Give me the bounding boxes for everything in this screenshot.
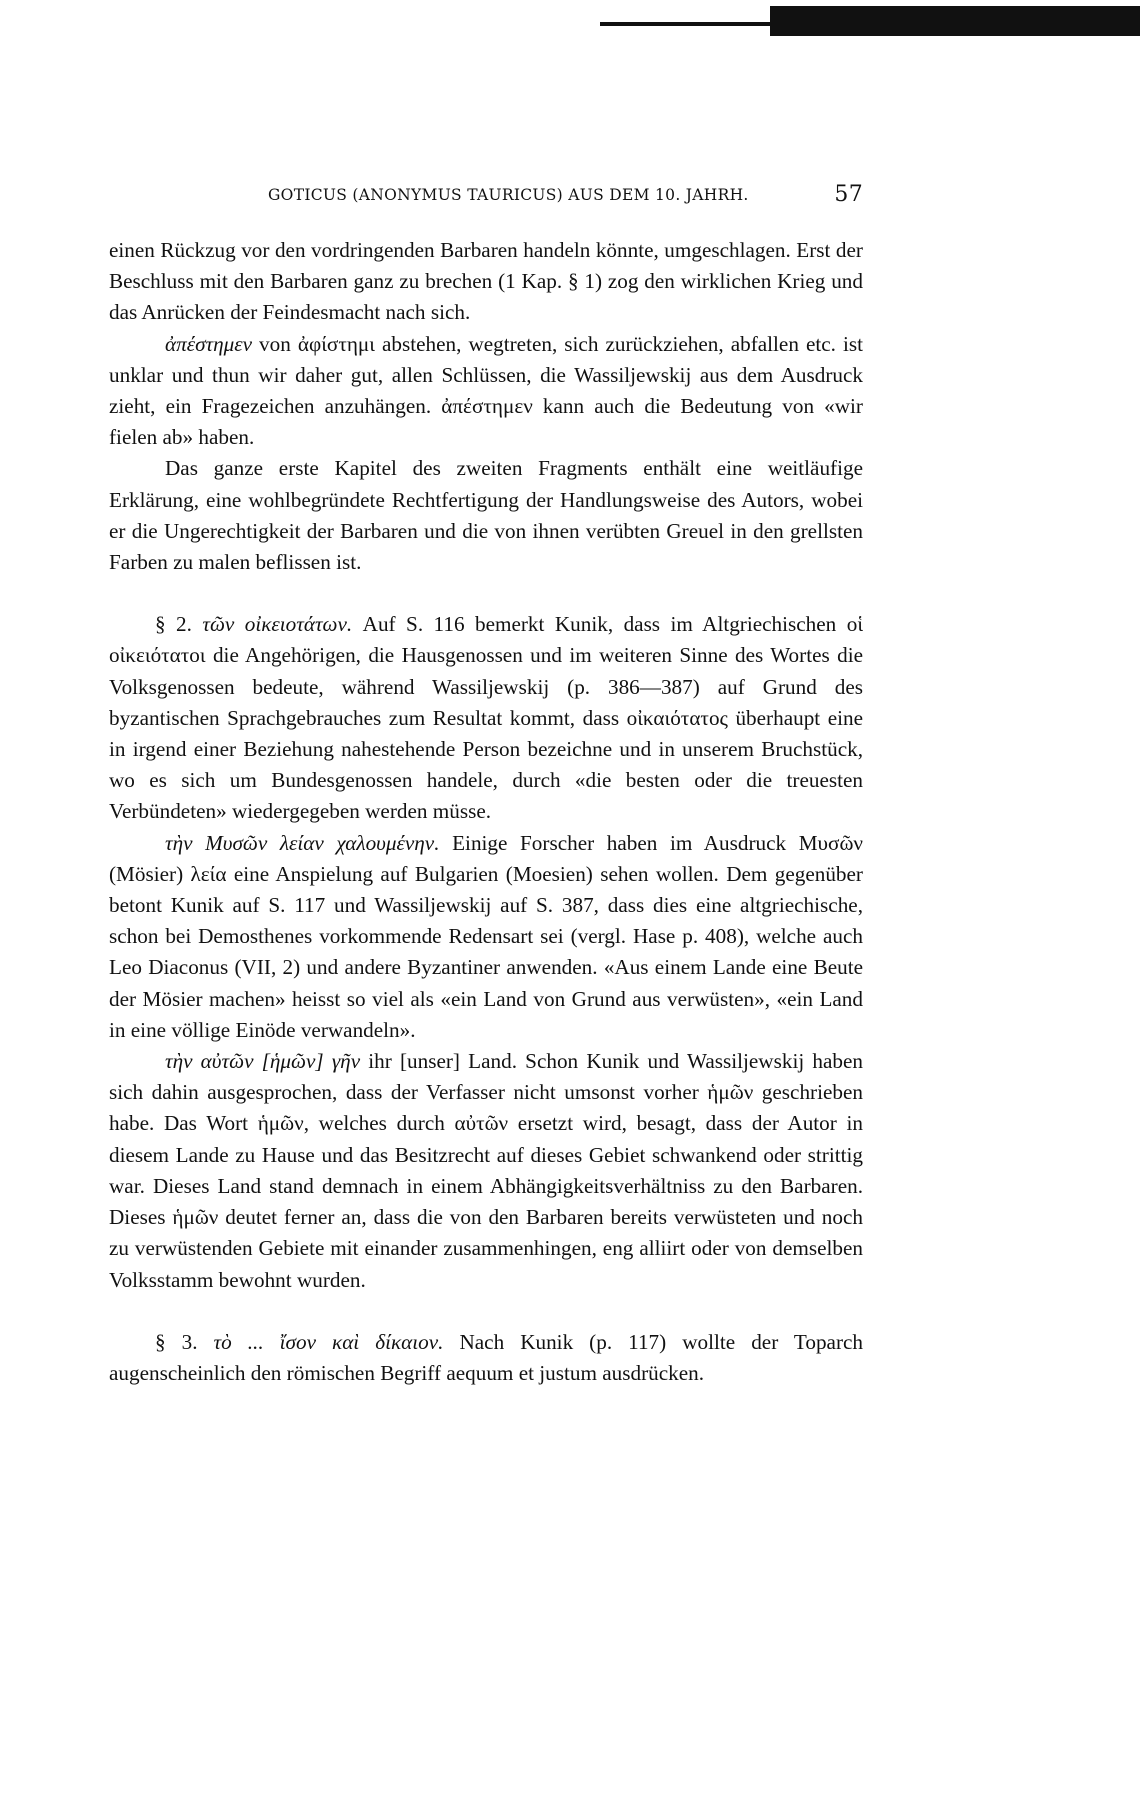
section-2-text: Auf S. 116 bemerkt Kunik, dass im Altgriechischen οἱ οἰκειότατοι die Angehörigen, die Hausgenossen und im weiteren Sinne des Wortes die Volksgenossen bedeute, während Wassiljewskij (p. 386—387) auf Grund des byzantischen Sprachgebrauches zum Resultat kommt, dass οἰκαιότατος überhaupt eine in irgend einer Beziehung nahestehende Person bezeichne und in unserem Bruchstück, wo es sich um Bundesgenossen handele, durch «die besten oder die treuesten Verbündeten» wiedergegeben werden müsse. [109, 612, 864, 824]
page-number: 57 [834, 182, 863, 207]
paragraph-3-text: Das ganze erste Kapitel des zweiten Fragments enthält eine weitläufige Erklärung, eine wohlbegründete Rechtfertigung der Handlungsweise des Autors, wobei er die Ungerechtigkeit der Barbaren und die von ihnen verübten Greuel in den grellsten Farben zu malen beflissen ist. [109, 456, 863, 575]
paragraph-5 [109, 828, 863, 1046]
scan-edge-mark-thin [600, 22, 770, 26]
section-2-greek: τῶν οἰκειοτάτων. [202, 612, 353, 637]
section-3-lead: § 3. [155, 1329, 214, 1354]
scan-edge-mark [770, 6, 1140, 36]
paragraph-5-greek: τὴν Μυσῶν λείαν χαλουμένην. [165, 830, 440, 855]
paragraph-2-text: von ἀφίστημι abstehen, wegtreten, sich zurückziehen, abfallen etc. ist unklar und thun wir daher gut, allen Schlüssen, die Wassiljewskij aus dem Ausdruck zieht, ein Fragezeichen anzuhängen. ἀπέστημεν kann auch die Bedeutung von «wir fielen ab» haben. [109, 331, 863, 450]
page-body [109, 235, 863, 1389]
paragraph-1-text: einen Rückzug vor den vordringenden Barbaren handeln könnte, umgeschlagen. Erst der Beschluss mit den Barbaren ganz zu brechen (1 Kap. § 1) zog den wirklichen Krieg und das Anrücken der Feindesmacht nach sich. [109, 238, 863, 325]
section-3-text: Nach Kunik (p. 117) wollte der Toparch augenscheinlich den römischen Begriff aequum et justum ausdrücken. [109, 1329, 864, 1385]
section-3-paragraph [109, 1327, 863, 1389]
running-header [268, 182, 863, 207]
running-title: GOTICUS (ANONYMUS TAURICUS) AUS DEM 10. JAHRH. [268, 186, 749, 204]
paragraph-2 [109, 329, 863, 454]
paragraph-6 [109, 1046, 863, 1296]
paragraph-2-greek: ἀπέστημεν [165, 331, 253, 356]
section-2-paragraph [109, 609, 863, 827]
paragraph-6-text: ihr [unser] Land. Schon Kunik und Wassiljewskij haben sich dahin ausgesprochen, dass der Verfasser nicht umsonst vorher ἡμῶν geschrieben habe. Das Wort ἡμῶν, welches durch αὐτῶν ersetzt wird, besagt, dass der Autor in diesem Lande zu Hause und das Besitzrecht auf dieses Gebiet schwankend oder strittig war. Dieses Land stand demnach in einem Abhängigkeitsverhältniss zu den Barbaren. Dieses ἡμῶν deutet ferner an, dass die von den Barbaren bereits verwüsteten und noch zu verwüstenden Gebiete mit einander zusammenhingen, eng alliirt oder von demselben Volksstamm bewohnt wurden. [109, 1049, 863, 1292]
paragraph-1 [109, 235, 863, 329]
section-2-lead: § 2. [155, 612, 203, 637]
paragraph-5-text: Einige Forscher haben im Ausdruck Μυσῶν (Mösier) λεία eine Anspielung auf Bulgarien (Moesien) sehen wollen. Dem gegenüber betont Kunik auf S. 117 und Wassiljewskij auf S. 387, dass dies eine altgriechische, schon bei Demosthenes vorkommende Redensart sei (vergl. Hase p. 408), welche auch Leo Diaconus (VII, 2) und andere Byzantiner anwenden. «Aus einem Lande eine Beute der Mösier machen» heisst so viel als «ein Land von Grund aus verwüsten», «ein Land in eine völlige Einöde verwandeln». [109, 830, 863, 1042]
section-3-greek: τὸ ... ἴσον καὶ δίκαιον. [213, 1329, 444, 1354]
paragraph-3 [109, 453, 863, 578]
paragraph-6-greek: τὴν αὐτῶν [ἡμῶν] γῆν [165, 1049, 361, 1074]
